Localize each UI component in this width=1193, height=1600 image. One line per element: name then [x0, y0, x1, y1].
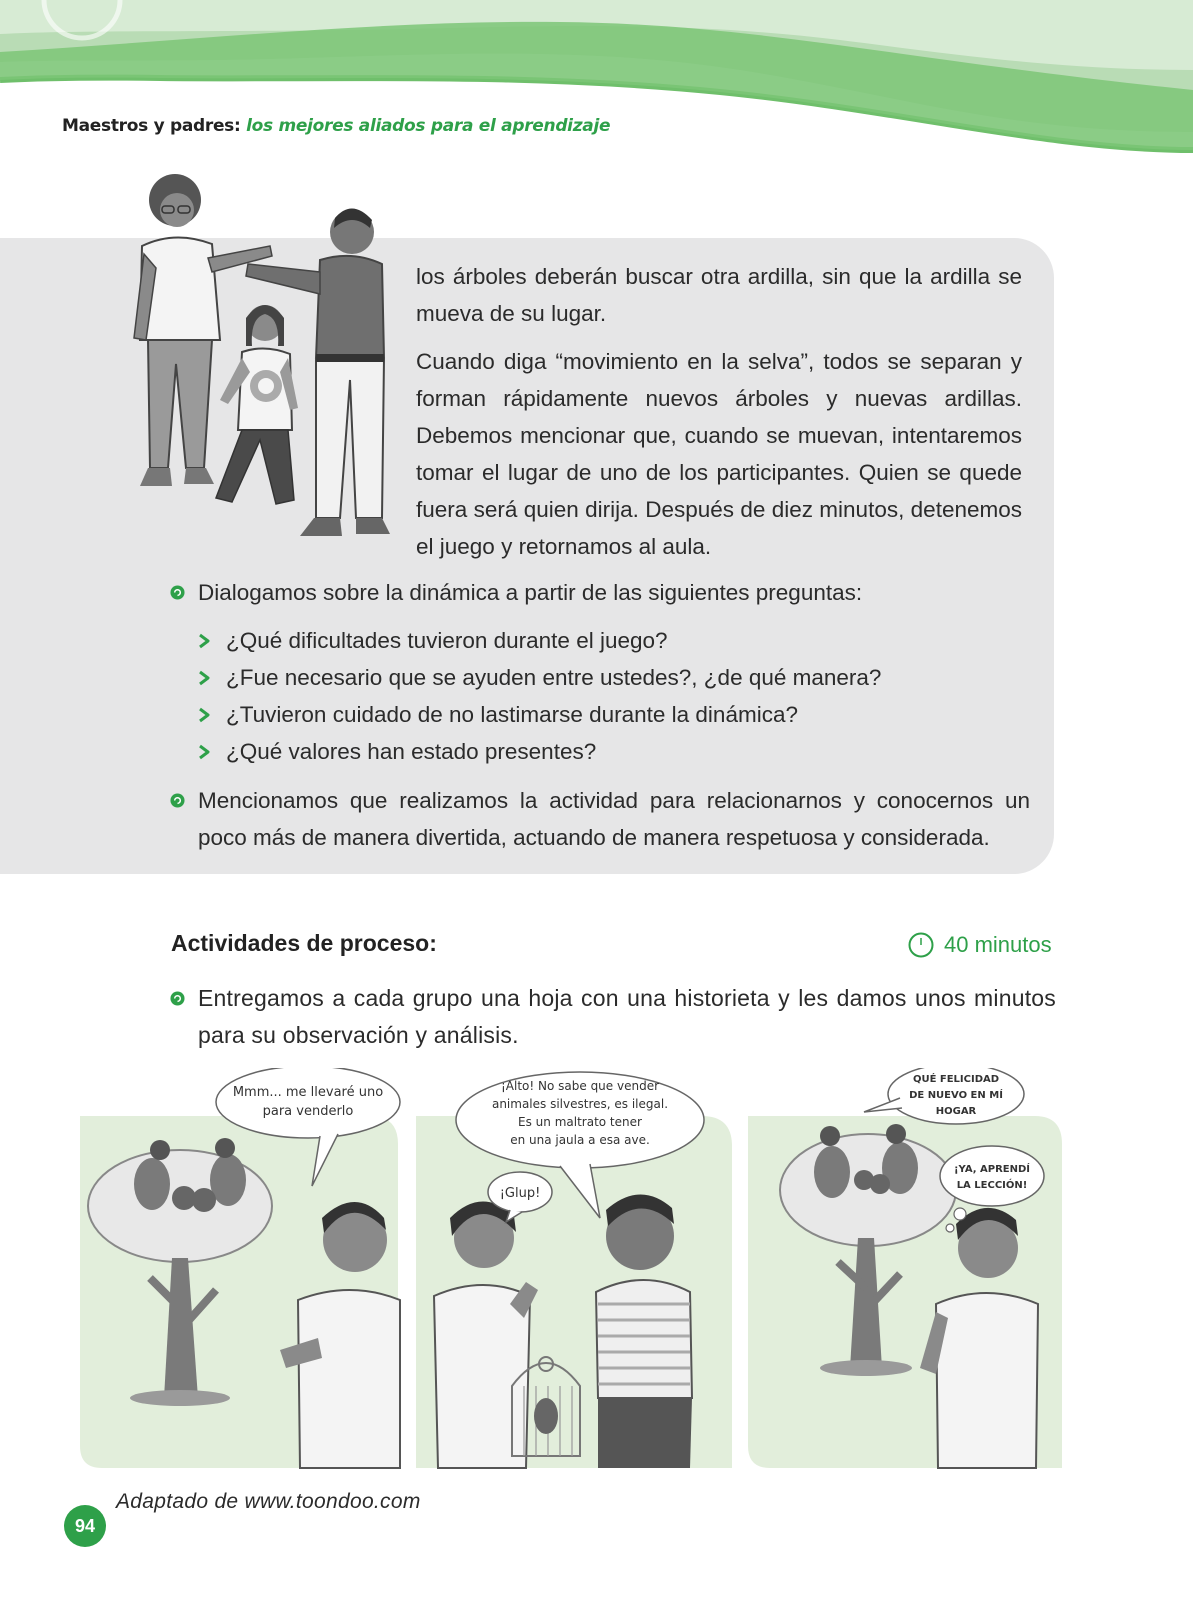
source-credit: Adaptado de www.toondoo.com: [116, 1490, 421, 1513]
paragraph-jungle-movement: Cuando diga “movimiento en la selva”, todos se separan y forman rápidamente nuevos árboles y nuevas ardillas. Debemos mencionar que, cuando se muevan, intentaremos tomar el lugar de uno de los participantes. Quien se quede fuera será quien dirija. Después de diez minutos, detenemos el juego y retornamos al aula.: [416, 349, 1022, 559]
question-text: ¿Tuvieron cuidado de no lastimarse durante la dinámica?: [226, 702, 798, 727]
question-item: [198, 622, 668, 659]
header-title: [62, 116, 610, 136]
question-item: [198, 696, 798, 733]
header-wave-decoration: [0, 0, 1193, 160]
green-bullet-icon: [170, 793, 185, 808]
bullet-dialogue-text: Dialogamos sobre la dinámica a partir de las siguientes preguntas:: [198, 580, 863, 605]
comic-bubble-line: QUÉ FELICIDAD: [912, 1074, 1000, 1085]
chevron-right-icon: [198, 633, 210, 649]
duration-text: 40 minutos: [944, 932, 1052, 957]
question-item: [198, 659, 881, 696]
comic-bubble-line: en una jaula a esa ave.: [510, 1133, 650, 1147]
header-title-lead: Maestros y padres:: [62, 116, 241, 136]
comic-bubble-line: ¡Alto! No sabe que vender: [500, 1079, 660, 1093]
chevron-right-icon: [198, 670, 210, 686]
comic-bubble-line: Es un maltrato tener: [518, 1115, 642, 1129]
page-number-badge: 94: [64, 1505, 106, 1547]
question-text: ¿Fue necesario que se ayuden entre ustedes?, ¿de qué manera?: [226, 665, 882, 690]
section-title: Actividades de proceso:: [171, 930, 437, 956]
header-title-rest: los mejores aliados para el aprendizaje: [246, 116, 611, 136]
comic-bubble-line: LA LECCIÓN!: [956, 1180, 1028, 1191]
chevron-right-icon: [198, 744, 210, 760]
question-text: ¿Qué dificultades tuvieron durante el juego?: [226, 628, 668, 653]
comic-bubble-line: ¡YA, APRENDÍ: [953, 1164, 1031, 1175]
paragraph-trees-squirrel: los árboles deberán buscar otra ardilla, sin que la ardilla se mueva de su lugar.: [416, 264, 1022, 326]
bullet-dialogue: [170, 574, 1030, 611]
comic-strip: [80, 1068, 1090, 1488]
comic-bubble-line: DE NUEVO EN MÍ: [909, 1090, 1003, 1101]
clock-icon: [908, 932, 934, 958]
family-dancing-illustration: [120, 168, 400, 558]
bullet-mention-purpose-text: Mencionamos que realizamos la actividad para relacionarnos y conocernos un poco más de manera divertida, actuando de manera respetuosa y considerada.: [198, 788, 1030, 850]
comic-bubble-line: animales silvestres, es ilegal.: [491, 1097, 669, 1111]
green-bullet-icon: [170, 585, 185, 600]
comic-bubble-line: para venderlo: [262, 1104, 354, 1119]
question-text: ¿Qué valores han estado presentes?: [226, 739, 597, 764]
duration-indicator: [908, 930, 1052, 960]
comic-bubble-line: Mmm... me llevaré uno: [232, 1085, 384, 1100]
bullet-comic-sheet: [170, 980, 1056, 1054]
chevron-right-icon: [198, 707, 210, 723]
question-item: [198, 733, 596, 770]
comic-bubble-line: HOGAR: [935, 1106, 977, 1117]
bullet-comic-sheet-text: Entregamos a cada grupo una hoja con una historieta y les damos unos minutos para su observación y análisis.: [198, 985, 1056, 1048]
bullet-mention-purpose: [170, 782, 1030, 856]
comic-bubble-line: ¡Glup!: [499, 1186, 541, 1201]
green-bullet-icon: [170, 991, 185, 1006]
speech-bubble-3: [864, 1068, 1024, 1124]
